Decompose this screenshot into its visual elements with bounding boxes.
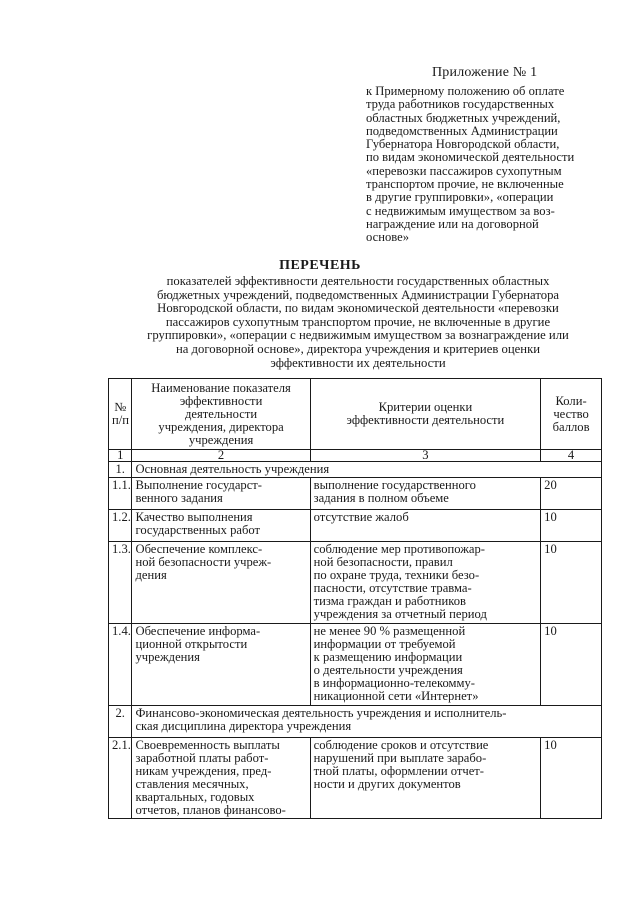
header-criteria: Критерии оценки эффективности деятельности bbox=[310, 379, 540, 450]
appendix-ref-line: «перевозки пассажиров сухопутным bbox=[366, 163, 562, 178]
subtitle-line: пассажиров сухопутным транспортом прочие, не включенные в другие bbox=[165, 314, 551, 329]
appendix-reference bbox=[366, 85, 614, 245]
row-number: 1.3. bbox=[109, 542, 132, 624]
header-score: Коли- чество баллов bbox=[541, 379, 602, 450]
subtitle-line: Новгородской области, по видам экономической деятельности «перевозки bbox=[157, 301, 559, 316]
table-row bbox=[109, 624, 602, 706]
section-row bbox=[109, 462, 602, 478]
appendix-ref-line: в другие группировки», «операции bbox=[366, 190, 554, 205]
header-num: № п/п bbox=[109, 379, 132, 450]
score-value: 10 bbox=[541, 542, 602, 624]
section-number: 1. bbox=[109, 462, 132, 478]
appendix-ref-line: труда работников государственных bbox=[366, 97, 555, 112]
column-index: 3 bbox=[310, 450, 540, 462]
row-number: 1.1. bbox=[109, 478, 132, 510]
appendix-ref-line: с недвижимым имуществом за воз- bbox=[366, 203, 555, 218]
row-number: 1.4. bbox=[109, 624, 132, 706]
table-row bbox=[109, 478, 602, 510]
column-index: 2 bbox=[132, 450, 310, 462]
appendix-ref-line: подведомственных Администрации bbox=[366, 123, 558, 138]
subtitle-line: группировки», «операции с недвижимым имуществом за вознаграждение или bbox=[147, 328, 569, 343]
column-index: 4 bbox=[541, 450, 602, 462]
indicator-name: Обеспечение информа- ционной открытости учреждения bbox=[132, 624, 310, 706]
indicator-name: Своевременность выплаты заработной платы работ- никам учреждения, пред- ставления месячных, квартальных, годовых отчетов, планов финансово- bbox=[132, 738, 310, 819]
indicator-name: Обеспечение комплекс- ной безопасности учреж- дения bbox=[132, 542, 310, 624]
appendix-title: Приложение № 1 bbox=[432, 65, 538, 80]
section-title: Финансово-экономическая деятельность учреждения и исполнитель- ская дисциплина директора учреждения bbox=[132, 706, 602, 738]
criteria-table bbox=[108, 378, 602, 819]
table-row bbox=[109, 738, 602, 819]
table-row bbox=[109, 542, 602, 624]
subtitle-line: на договорной основе», директора учреждения и критериев оценки bbox=[175, 341, 541, 356]
table-header-row bbox=[109, 379, 602, 450]
header-name: Наименование показателя эффективности деятельности учреждения, директора учреждения bbox=[132, 379, 310, 450]
section-row bbox=[109, 706, 602, 738]
appendix-ref-line: награждение или на договорной bbox=[366, 216, 539, 231]
score-value: 10 bbox=[541, 510, 602, 542]
section-number: 2. bbox=[109, 706, 132, 738]
column-index-row bbox=[109, 450, 602, 462]
subtitle-line: эффективности их деятельности bbox=[270, 355, 446, 370]
evaluation-criteria: не менее 90 % размещенной информации от требуемой к размещению информации о деятельности учреждения в информационно-телекомму- никационной сети «Интернет» bbox=[310, 624, 540, 706]
section-title: Основная деятельность учреждения bbox=[132, 462, 602, 478]
row-number: 2.1. bbox=[109, 738, 132, 819]
indicator-name: Качество выполнения государственных работ bbox=[132, 510, 310, 542]
appendix-ref-line: транспортом прочие, не включенные bbox=[366, 177, 564, 192]
score-value: 20 bbox=[541, 478, 602, 510]
subtitle-line: бюджетных учреждений, подведомственных Администрации Губернатора bbox=[156, 287, 560, 302]
appendix-ref-line: к Примерному положению об оплате bbox=[366, 84, 565, 98]
score-value: 10 bbox=[541, 738, 602, 819]
indicator-name: Выполнение государст- венного задания bbox=[132, 478, 310, 510]
appendix-ref-line: Губернатора Новгородской области, bbox=[366, 137, 560, 152]
table-row bbox=[109, 510, 602, 542]
evaluation-criteria: соблюдение сроков и отсутствие нарушений при выплате зарабо- тной платы, оформлении отчет- ности и других документов bbox=[310, 738, 540, 819]
appendix-ref-line: основе» bbox=[366, 230, 409, 245]
appendix-ref-line: по видам экономической деятельности bbox=[366, 150, 575, 165]
evaluation-criteria: выполнение государственного задания в полном объеме bbox=[310, 478, 540, 510]
row-number: 1.2. bbox=[109, 510, 132, 542]
evaluation-criteria: отсутствие жалоб bbox=[310, 510, 540, 542]
document-heading: ПЕРЕЧЕНЬ bbox=[279, 258, 361, 273]
document-subtitle bbox=[108, 275, 608, 370]
score-value: 10 bbox=[541, 624, 602, 706]
appendix-ref-line: областных бюджетных учреждений, bbox=[366, 110, 561, 125]
column-index: 1 bbox=[109, 450, 132, 462]
subtitle-line: показателей эффективности деятельности государственных областных bbox=[166, 274, 550, 288]
evaluation-criteria: соблюдение мер противопожар- ной безопасности, правил по охране труда, техники безо- пасности, отсутствие травма- тизма граждан и работников учреждения за отчетный период bbox=[310, 542, 540, 624]
